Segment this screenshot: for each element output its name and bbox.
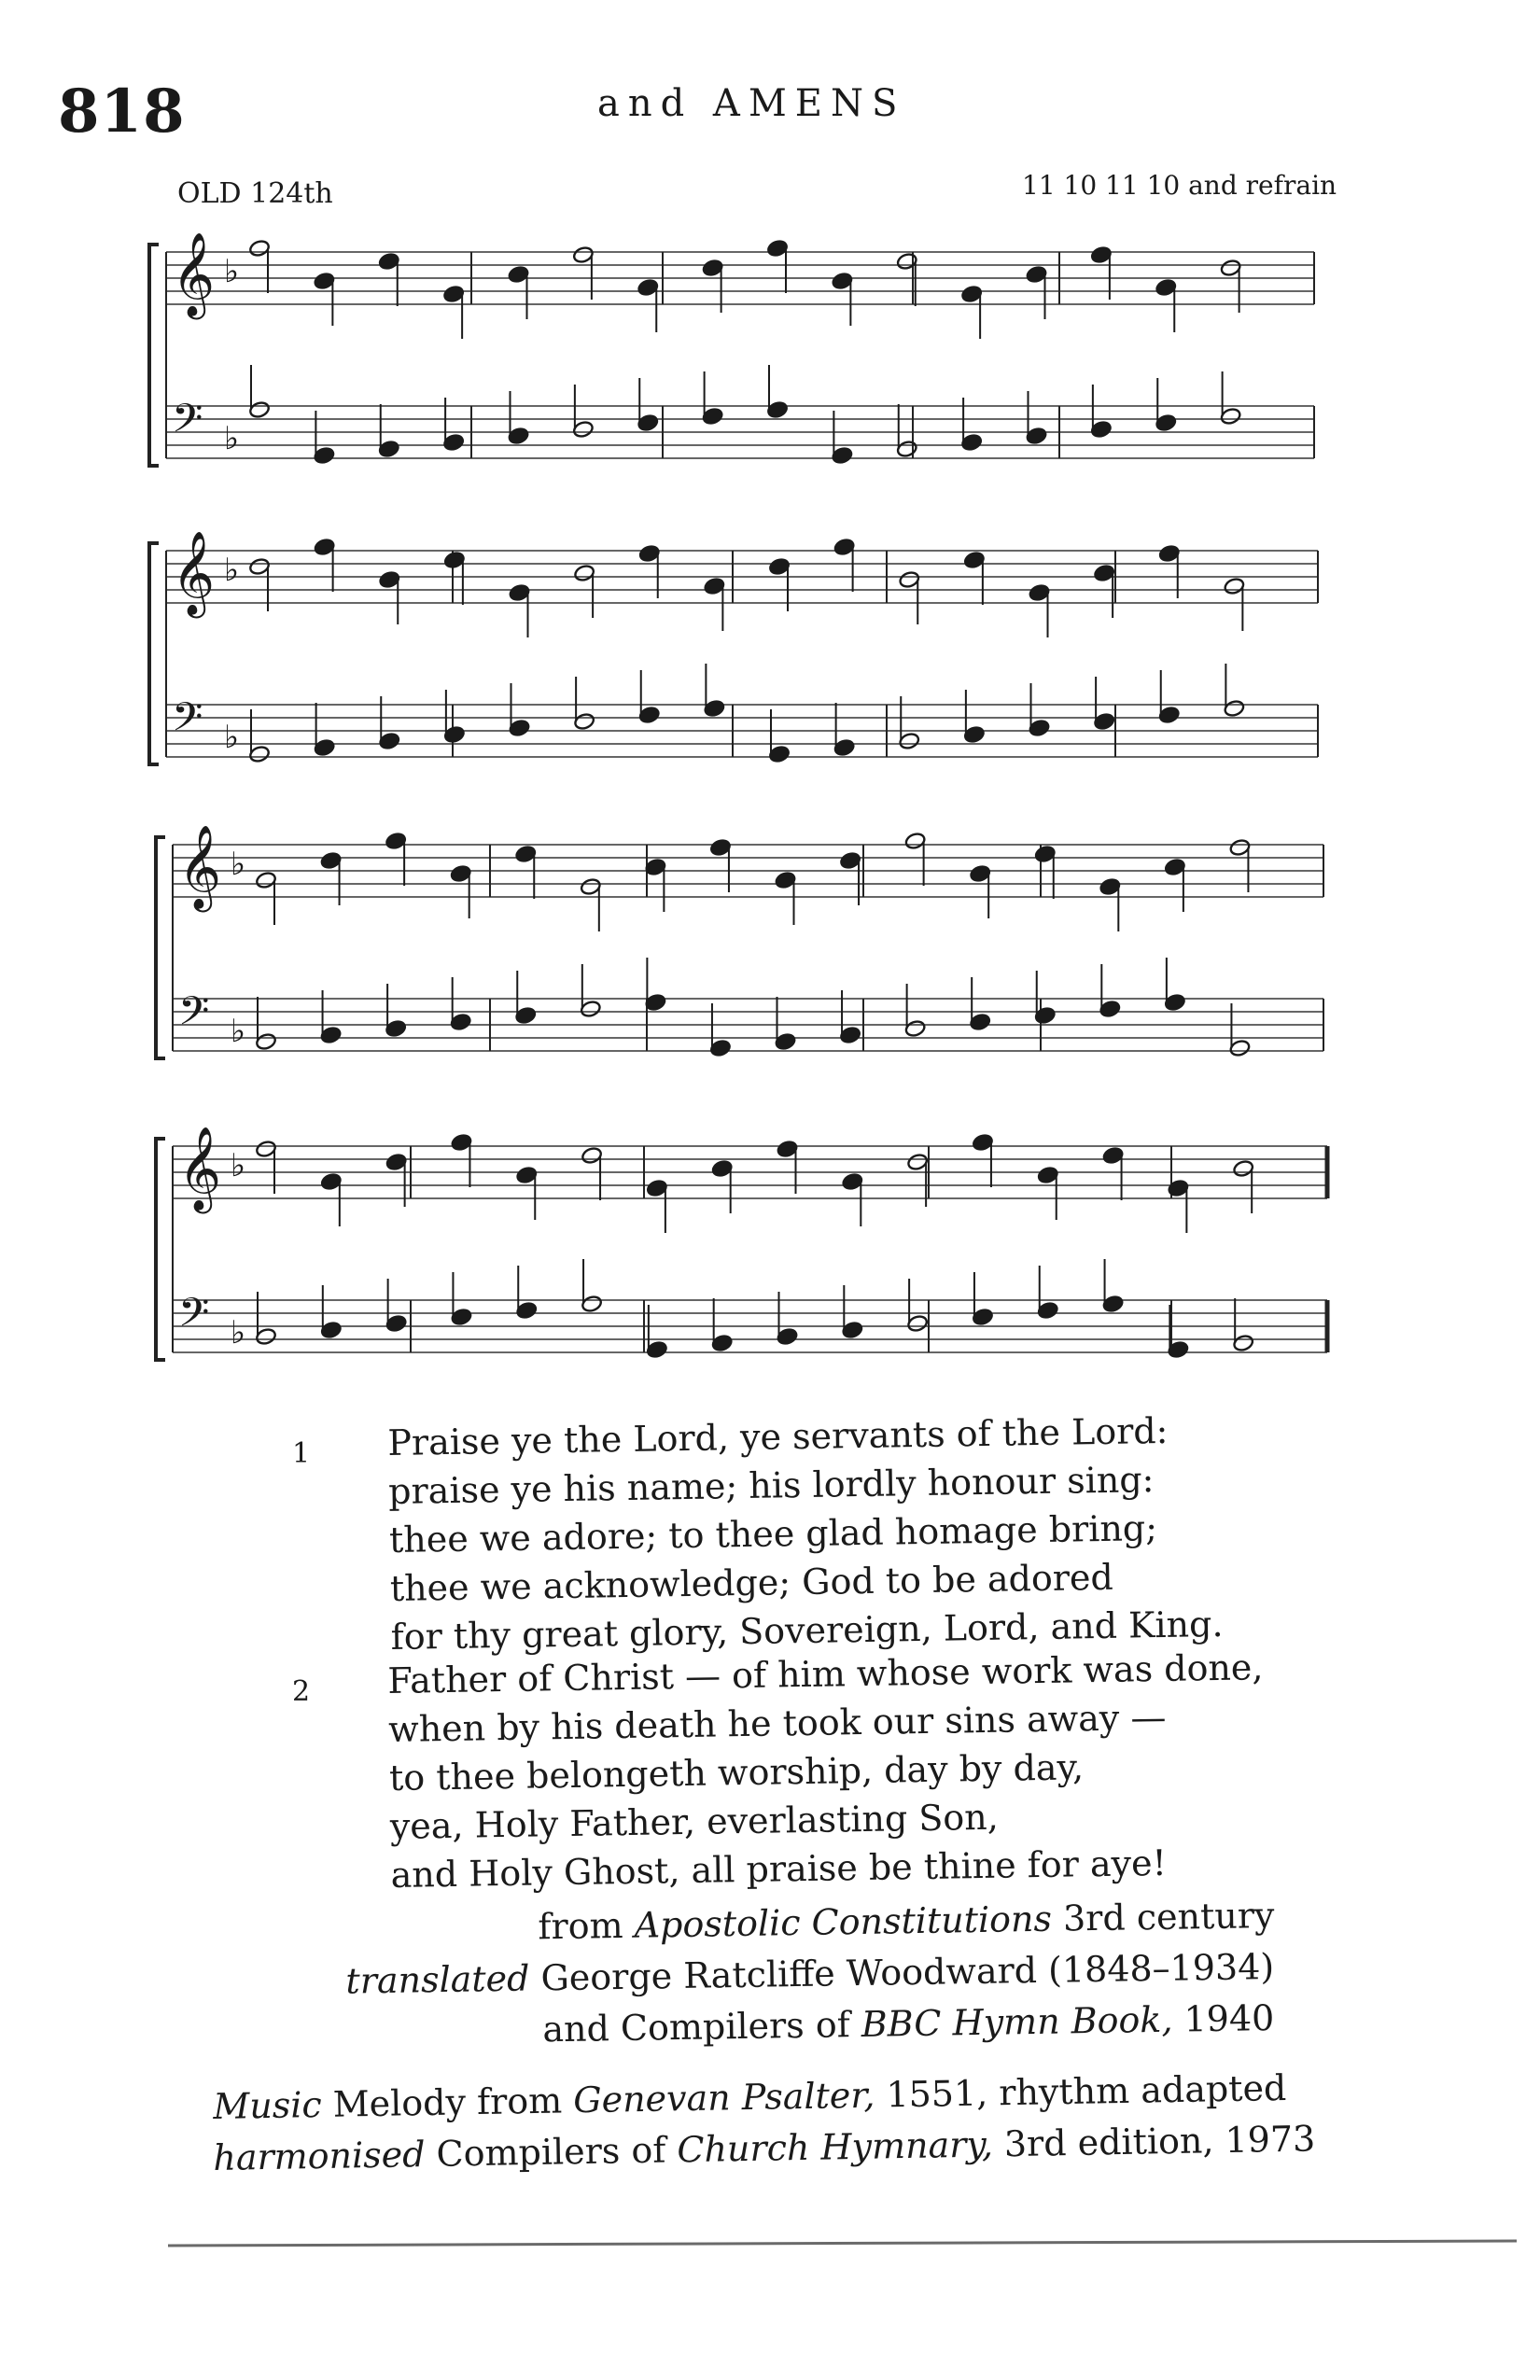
bass-clef: 𝄢: [178, 988, 210, 1044]
system-bracket: [149, 245, 159, 466]
key-signature-flat: ♭: [224, 719, 240, 756]
key-signature-flat: ♭: [231, 1013, 246, 1050]
key-signature-flat: ♭: [231, 1314, 246, 1351]
verse-line: when by his death he took our sins away —: [387, 1696, 1167, 1750]
verse-1: [387, 1406, 1224, 1661]
treble-clef: 𝄞: [178, 825, 222, 909]
verse-line: thee we acknowledge; God to be adored: [389, 1556, 1114, 1609]
translator-credit: translated George Ratcliffe Woodward (1848–1934): [345, 1946, 1275, 2002]
system-bracket: [149, 543, 159, 764]
verse-line: for thy great glory, Sovereign, Lord, and King.: [390, 1603, 1224, 1658]
key-signature-flat: ♭: [224, 420, 240, 457]
page-divider: [168, 2239, 1517, 2247]
verse-line: praise ye his name; his lordly honour sing:: [387, 1459, 1155, 1512]
treble-clef: 𝄞: [172, 232, 216, 316]
verse-line: to thee belongeth worship, day by day,: [388, 1746, 1085, 1799]
running-head: and AMENS: [597, 82, 906, 125]
key-signature-flat: ♭: [231, 846, 246, 883]
verse-line: and Holy Ghost, all praise be thine for aye!: [390, 1841, 1168, 1896]
tune-name: OLD 124th: [177, 177, 333, 210]
key-signature-flat: ♭: [224, 253, 240, 290]
text-source-credit: from Apostolic Constitutions 3rd century: [538, 1895, 1275, 1948]
harmonisation-credit: harmonised Compilers of Church Hymnary, 3rd edition, 1973: [213, 2118, 1316, 2178]
verse-line: yea, Holy Father, everlasting Son,: [389, 1796, 1000, 1847]
bass-clef: 𝄢: [172, 694, 203, 750]
treble-clef: 𝄞: [178, 1127, 222, 1211]
bass-clef: 𝄢: [172, 396, 203, 452]
verse-line: Praise ye the Lord, ye servants of the Lord:: [387, 1409, 1169, 1463]
verse-number: 2: [292, 1675, 311, 1708]
music-credit: Music Melody from Genevan Psalter, 1551, rhythm adapted: [213, 2066, 1287, 2127]
key-signature-flat: ♭: [224, 552, 240, 589]
verse-number: 1: [292, 1437, 311, 1470]
compilers-credit: and Compilers of BBC Hymn Book, 1940: [542, 1997, 1275, 2051]
hymn-number: 818: [58, 77, 186, 147]
verse-line: Father of Christ — of him whose work was done,: [387, 1646, 1264, 1701]
system-bracket: [156, 837, 165, 1058]
treble-clef: 𝄞: [172, 531, 216, 615]
key-signature-flat: ♭: [231, 1147, 246, 1184]
meter: 11 10 11 10 and refrain: [1022, 170, 1337, 201]
bass-clef: 𝄢: [178, 1290, 210, 1346]
verse-2: [387, 1643, 1267, 1899]
system-bracket: [156, 1139, 165, 1360]
verse-line: thee we adore; to thee glad homage bring;: [388, 1507, 1158, 1561]
